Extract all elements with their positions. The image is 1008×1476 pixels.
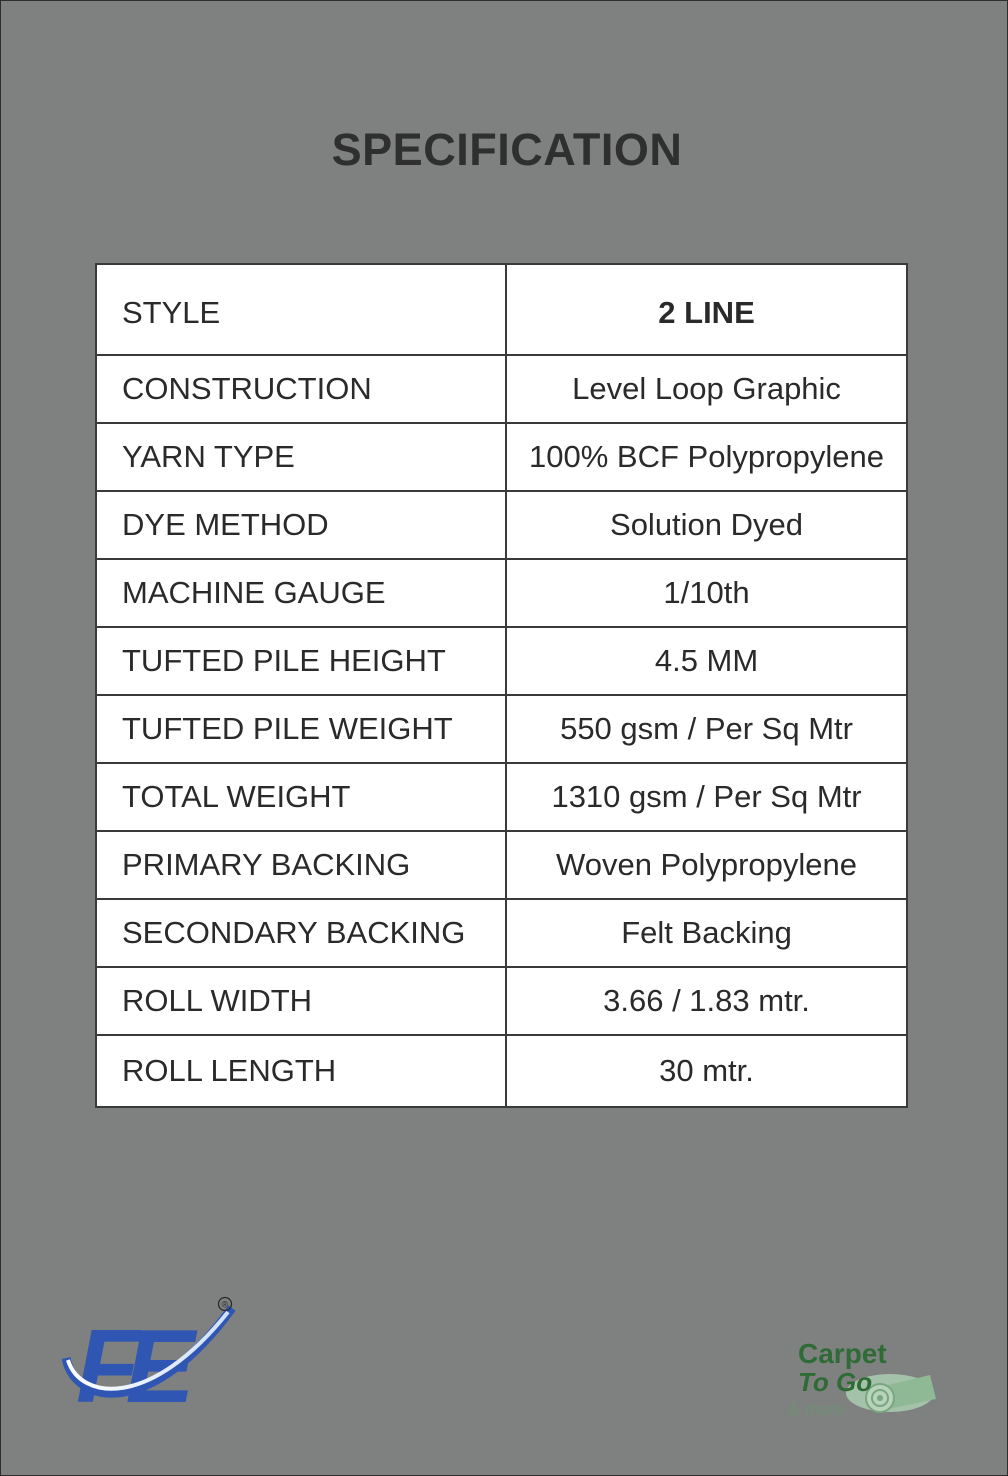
ctg-word-more: & more bbox=[788, 1399, 847, 1419]
row-value: 4.5 MM bbox=[506, 627, 907, 695]
row-label: TUFTED PILE HEIGHT bbox=[96, 627, 506, 695]
row-label: CONSTRUCTION bbox=[96, 355, 506, 423]
page-title: SPECIFICATION bbox=[331, 124, 683, 175]
row-value: 1/10th bbox=[506, 559, 907, 627]
row-label: STYLE bbox=[96, 264, 506, 355]
ctg-word-togo: To Go bbox=[798, 1367, 873, 1397]
row-value: 1310 gsm / Per Sq Mtr bbox=[506, 763, 907, 831]
table-row bbox=[96, 355, 907, 423]
table-row bbox=[96, 264, 907, 355]
table-row bbox=[96, 695, 907, 763]
table-row bbox=[96, 763, 907, 831]
ctg-word-carpet: Carpet bbox=[798, 1338, 887, 1369]
row-label: TUFTED PILE WEIGHT bbox=[96, 695, 506, 763]
row-value: 3.66 / 1.83 mtr. bbox=[506, 967, 907, 1035]
row-value: Felt Backing bbox=[506, 899, 907, 967]
spec-table bbox=[95, 263, 908, 1108]
row-label: DYE METHOD bbox=[96, 491, 506, 559]
table-row bbox=[96, 1035, 907, 1107]
table-row bbox=[96, 423, 907, 491]
row-label: ROLL WIDTH bbox=[96, 967, 506, 1035]
row-value: Woven Polypropylene bbox=[506, 831, 907, 899]
row-label: ROLL LENGTH bbox=[96, 1035, 506, 1107]
fe-logo bbox=[62, 1294, 242, 1424]
table-row bbox=[96, 491, 907, 559]
row-label: MACHINE GAUGE bbox=[96, 559, 506, 627]
row-label: TOTAL WEIGHT bbox=[96, 763, 506, 831]
row-value: 100% BCF Polypropylene bbox=[506, 423, 907, 491]
fe-logo-letters: FE bbox=[76, 1309, 181, 1424]
table-row bbox=[96, 831, 907, 899]
row-label: YARN TYPE bbox=[96, 423, 506, 491]
carpet-to-go-logo bbox=[780, 1333, 940, 1423]
row-value: Level Loop Graphic bbox=[506, 355, 907, 423]
row-label: PRIMARY BACKING bbox=[96, 831, 506, 899]
table-row bbox=[96, 559, 907, 627]
row-value: 2 LINE bbox=[506, 264, 907, 355]
registered-mark: ® bbox=[221, 1299, 229, 1310]
row-value: 30 mtr. bbox=[506, 1035, 907, 1107]
row-value: Solution Dyed bbox=[506, 491, 907, 559]
table-row bbox=[96, 899, 907, 967]
table-row bbox=[96, 627, 907, 695]
row-label: SECONDARY BACKING bbox=[96, 899, 506, 967]
row-value: 550 gsm / Per Sq Mtr bbox=[506, 695, 907, 763]
table-row bbox=[96, 967, 907, 1035]
